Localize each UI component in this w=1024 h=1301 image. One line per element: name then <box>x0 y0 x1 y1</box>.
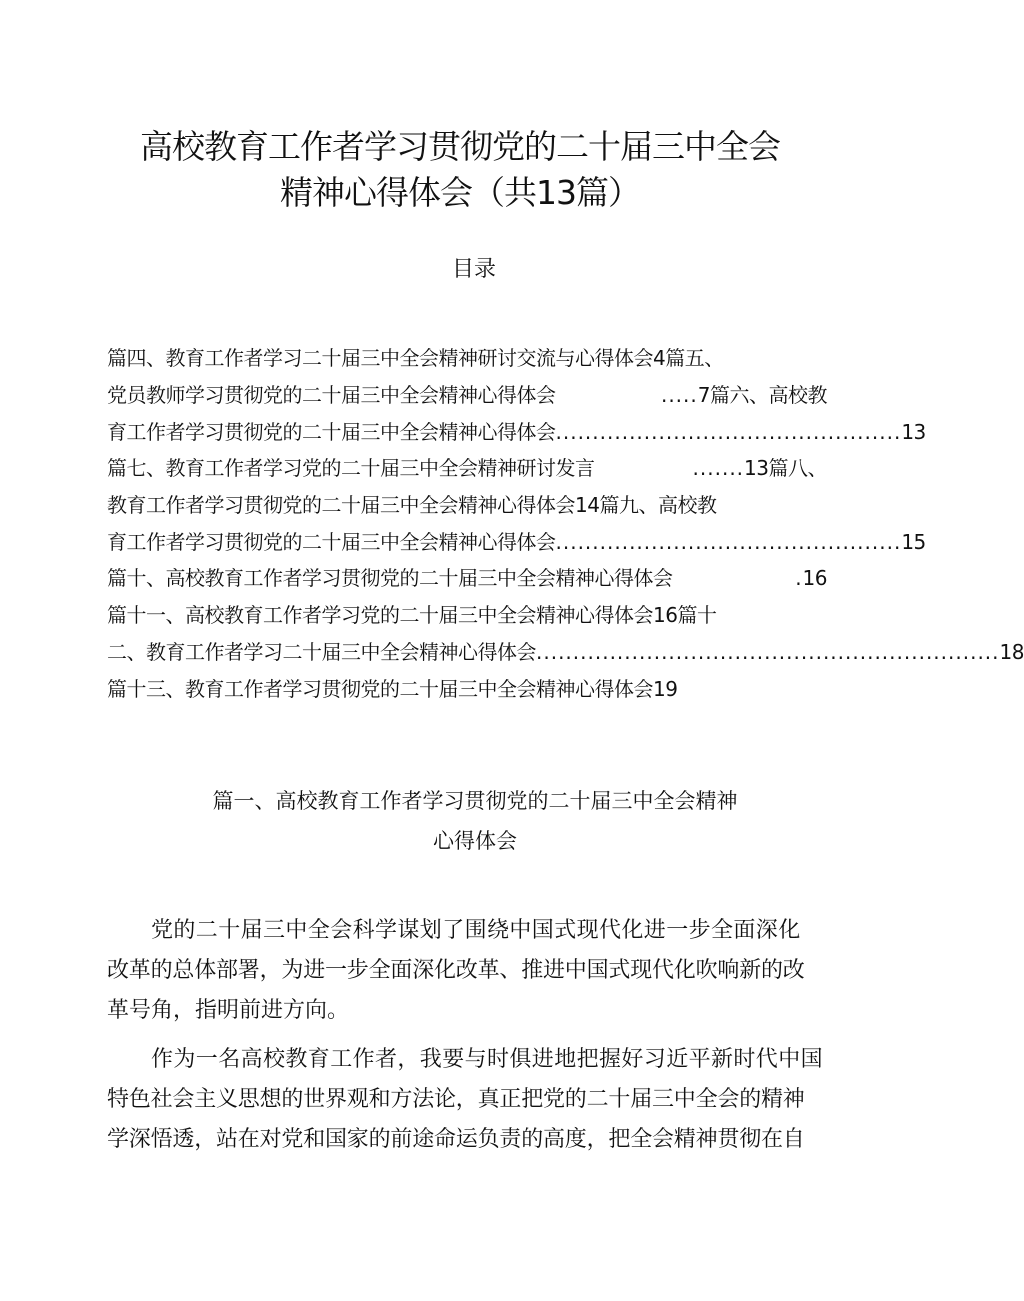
toc-entry-page-number: 7篇六、高校教 <box>697 383 827 408</box>
toc-entry-text: 篇十、高校教育工作者学习贯彻党的二十届三中全会精神心得体会 <box>107 566 673 591</box>
toc-entry[interactable] <box>107 413 926 450</box>
toc-entry-page-number: 18 <box>999 639 1024 664</box>
toc-entry-leader: ............................................... <box>555 419 902 444</box>
paragraph-1-line: 革号角，指明前进方向。 <box>107 998 350 1023</box>
toc-entry-text: 育工作者学习贯彻党的二十届三中全会精神心得体会 <box>107 529 556 554</box>
toc-entry-leader: ....... <box>692 456 745 481</box>
paragraph-2 <box>107 1040 831 1160</box>
toc-entry-text: 教育工作者学习贯彻党的二十届三中全会精神心得体会14篇九、高校教 <box>107 493 717 518</box>
toc-entry-text: 育工作者学习贯彻党的二十届三中全会精神心得体会 <box>107 419 556 444</box>
toc-heading: 目录 <box>451 257 496 282</box>
paragraph-2-line: 作为一名高校教育工作者，我要与时俱进地把握好习近平新时代中国 <box>151 1047 824 1072</box>
toc-entry-page-number: 13 <box>901 419 926 444</box>
table-of-contents <box>107 340 1024 707</box>
toc-entry[interactable] <box>107 597 827 634</box>
toc-entry[interactable] <box>107 560 827 597</box>
toc-entry[interactable] <box>107 450 827 487</box>
section-title-line-2: 心得体会 <box>433 829 517 853</box>
toc-entry-text: 篇四、教育工作者学习二十届三中全会精神研讨交流与心得体会4篇五、 <box>107 346 724 371</box>
toc-entry-page-number: 15 <box>901 529 926 554</box>
paragraph-1 <box>107 911 831 1031</box>
toc-entry-text: 二、教育工作者学习二十届三中全会精神心得体会 <box>107 639 536 664</box>
toc-entry[interactable] <box>107 377 827 414</box>
toc-entry[interactable] <box>107 340 827 377</box>
toc-entry-text: 篇七、教育工作者学习党的二十届三中全会精神研讨发言 <box>107 456 595 481</box>
paragraph-1-line: 改革的总体部署，为进一步全面深化改革、推进中国式现代化吹响新的改 <box>107 958 805 983</box>
toc-entry-page-number: 16 <box>802 566 827 591</box>
paragraph-2-line: 特色社会主义思想的世界观和方法论，真正把党的二十届三中全会的精神 <box>107 1087 805 1112</box>
paragraph-2-line: 学深悟透，站在对党和国家的前途命运负责的高度，把全会精神贯彻在自 <box>107 1127 805 1152</box>
toc-entry-text: 篇十三、教育工作者学习贯彻党的二十届三中全会精神心得体会19 <box>107 676 678 701</box>
toc-entry-leader: ..... <box>660 383 698 408</box>
toc-entry-leader: ............................................................... <box>536 639 1000 664</box>
toc-entry[interactable] <box>107 487 827 524</box>
section-title-line-1: 篇一、高校教育工作者学习贯彻党的二十届三中全会精神 <box>212 789 738 813</box>
toc-entry[interactable] <box>107 634 1024 671</box>
document-title-line-1: 高校教育工作者学习贯彻党的二十届三中全会 <box>140 127 780 166</box>
toc-entry-leader: ............................................... <box>555 529 902 554</box>
toc-entry[interactable] <box>107 670 827 707</box>
document-title-line-2: 精神心得体会（共13篇） <box>280 173 640 212</box>
toc-entry-text: 党员教师学习贯彻党的二十届三中全会精神心得体会 <box>107 383 556 408</box>
toc-entry-leader: . <box>795 566 803 591</box>
toc-entry[interactable] <box>107 523 926 560</box>
toc-entry-page-number: 13篇八、 <box>744 456 827 481</box>
paragraph-1-line: 党的二十届三中全会科学谋划了围绕中国式现代化进一步全面深化 <box>151 918 801 943</box>
toc-entry-text: 篇十一、高校教育工作者学习党的二十届三中全会精神心得体会16篇十 <box>107 603 717 628</box>
